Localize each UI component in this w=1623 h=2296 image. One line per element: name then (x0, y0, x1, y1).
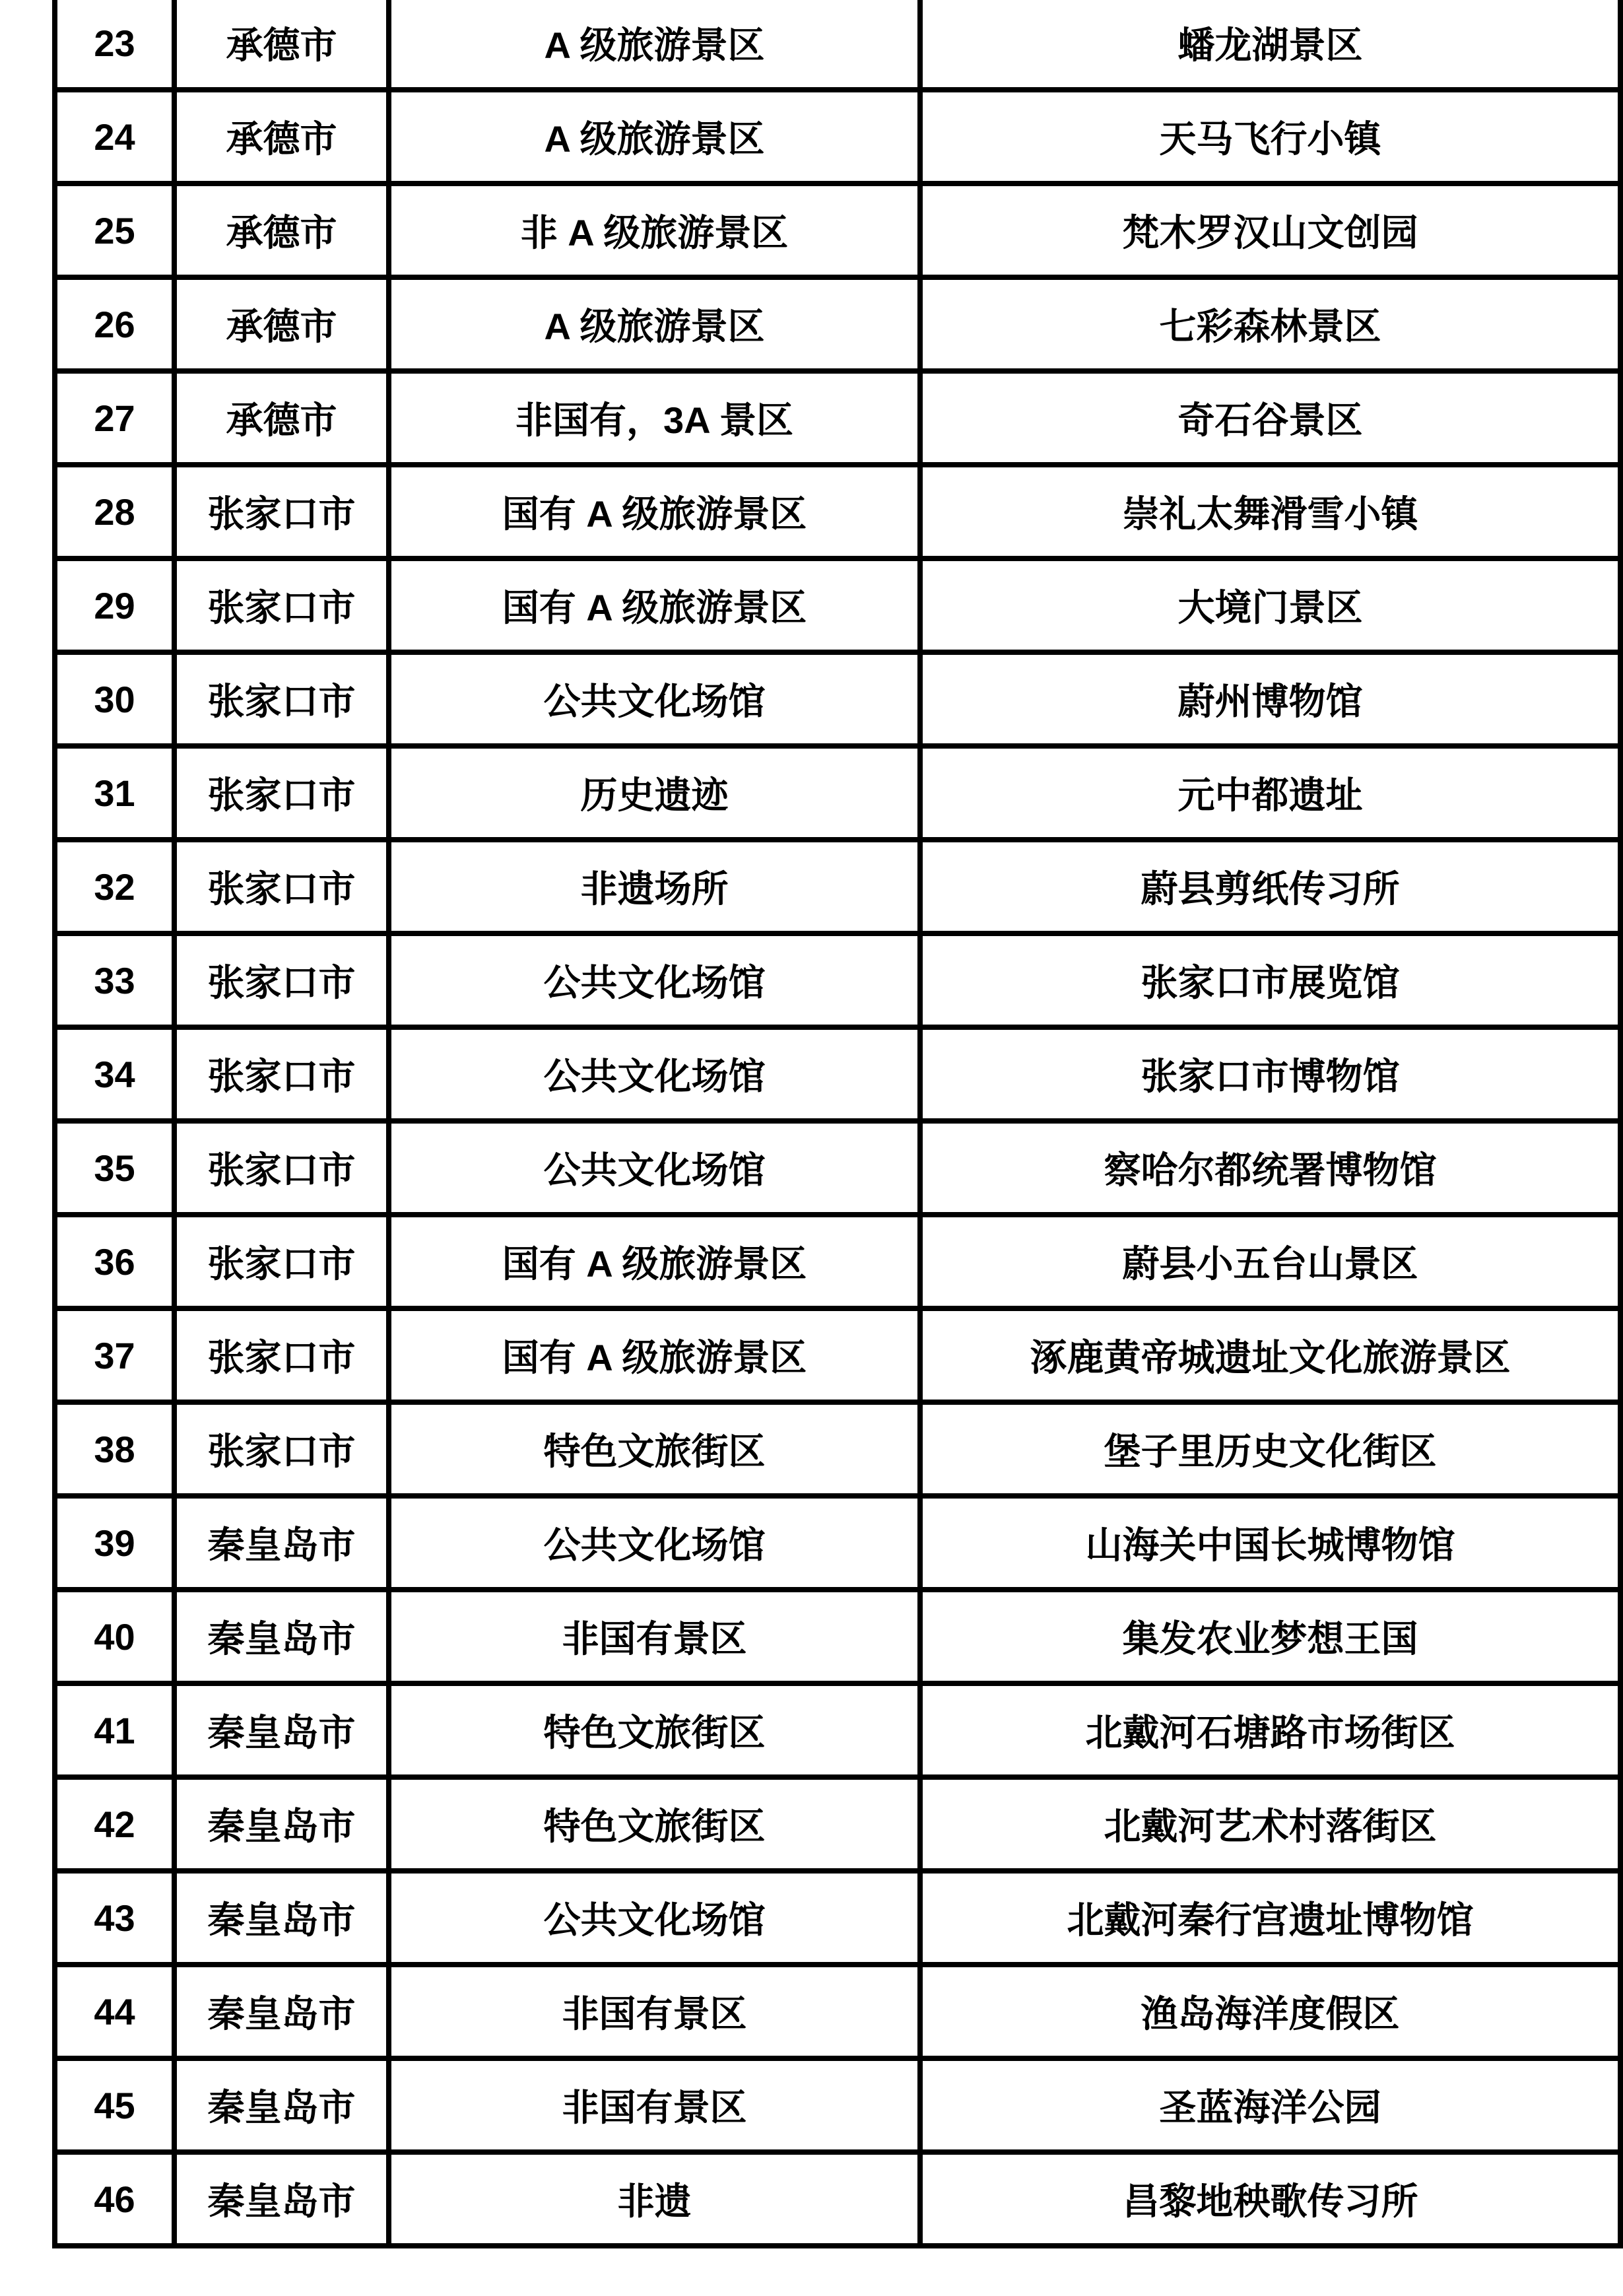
name-cell: 堡子里历史文化街区 (920, 1402, 1620, 1496)
table-row (55, 1027, 1620, 1121)
city-cell: 承德市 (174, 277, 389, 371)
row-number-cell: 24 (55, 90, 174, 184)
row-number-cell: 46 (55, 2152, 174, 2246)
city-cell: 张家口市 (174, 465, 389, 558)
name-cell: 蟠龙湖景区 (920, 0, 1620, 90)
name-cell: 七彩森林景区 (920, 277, 1620, 371)
city-cell: 秦皇岛市 (174, 1683, 389, 1777)
category-cell: 非遗 (389, 2152, 920, 2246)
row-number-cell: 41 (55, 1683, 174, 1777)
table-row (55, 90, 1620, 184)
name-cell: 张家口市博物馆 (920, 1027, 1620, 1121)
city-cell: 张家口市 (174, 1215, 389, 1308)
city-cell: 张家口市 (174, 746, 389, 840)
table-row (55, 1402, 1620, 1496)
table-row (55, 558, 1620, 652)
category-cell: 公共文化场馆 (389, 1027, 920, 1121)
city-cell: 承德市 (174, 371, 389, 465)
city-cell: 秦皇岛市 (174, 1590, 389, 1683)
table-row (55, 1590, 1620, 1683)
table-row (55, 840, 1620, 933)
table-row (55, 1496, 1620, 1590)
name-cell: 蔚县剪纸传习所 (920, 840, 1620, 933)
city-cell: 张家口市 (174, 1027, 389, 1121)
row-number-cell: 35 (55, 1121, 174, 1215)
category-cell: 公共文化场馆 (389, 1121, 920, 1215)
city-cell: 秦皇岛市 (174, 1965, 389, 2058)
name-cell: 梵木罗汉山文创园 (920, 184, 1620, 277)
name-cell: 奇石谷景区 (920, 371, 1620, 465)
row-number-cell: 43 (55, 1871, 174, 1965)
city-cell: 秦皇岛市 (174, 1777, 389, 1871)
row-number-cell: 31 (55, 746, 174, 840)
category-cell: 非国有，3A 景区 (389, 371, 920, 465)
table-body (55, 0, 1620, 2246)
city-cell: 秦皇岛市 (174, 1496, 389, 1590)
category-cell: 公共文化场馆 (389, 933, 920, 1027)
category-cell: 国有 A 级旅游景区 (389, 465, 920, 558)
row-number-cell: 26 (55, 277, 174, 371)
row-number-cell: 38 (55, 1402, 174, 1496)
category-cell: 非 A 级旅游景区 (389, 184, 920, 277)
row-number-cell: 39 (55, 1496, 174, 1590)
row-number-cell: 44 (55, 1965, 174, 2058)
category-cell: 国有 A 级旅游景区 (389, 1308, 920, 1402)
city-cell: 承德市 (174, 184, 389, 277)
category-cell: 公共文化场馆 (389, 1871, 920, 1965)
row-number-cell: 34 (55, 1027, 174, 1121)
city-cell: 张家口市 (174, 1308, 389, 1402)
name-cell: 山海关中国长城博物馆 (920, 1496, 1620, 1590)
row-number-cell: 32 (55, 840, 174, 933)
city-cell: 承德市 (174, 0, 389, 90)
category-cell: 非遗场所 (389, 840, 920, 933)
name-cell: 张家口市展览馆 (920, 933, 1620, 1027)
category-cell: 特色文旅街区 (389, 1683, 920, 1777)
table-row (55, 1683, 1620, 1777)
table-row (55, 1777, 1620, 1871)
name-cell: 圣蓝海洋公园 (920, 2058, 1620, 2152)
row-number-cell: 28 (55, 465, 174, 558)
name-cell: 北戴河秦行宫遗址博物馆 (920, 1871, 1620, 1965)
row-number-cell: 30 (55, 652, 174, 746)
table-row (55, 746, 1620, 840)
attractions-table-wrap (52, 0, 1618, 2248)
row-number-cell: 29 (55, 558, 174, 652)
table-row (55, 0, 1620, 90)
category-cell: 非国有景区 (389, 1590, 920, 1683)
category-cell: 特色文旅街区 (389, 1777, 920, 1871)
city-cell: 秦皇岛市 (174, 2152, 389, 2246)
table-row (55, 1871, 1620, 1965)
category-cell: 公共文化场馆 (389, 652, 920, 746)
city-cell: 张家口市 (174, 840, 389, 933)
name-cell: 北戴河石塘路市场街区 (920, 1683, 1620, 1777)
table-row (55, 652, 1620, 746)
category-cell: A 级旅游景区 (389, 90, 920, 184)
city-cell: 承德市 (174, 90, 389, 184)
name-cell: 蔚县小五台山景区 (920, 1215, 1620, 1308)
name-cell: 察哈尔都统署博物馆 (920, 1121, 1620, 1215)
table-row (55, 1121, 1620, 1215)
name-cell: 元中都遗址 (920, 746, 1620, 840)
category-cell: A 级旅游景区 (389, 0, 920, 90)
name-cell: 昌黎地秧歌传习所 (920, 2152, 1620, 2246)
city-cell: 张家口市 (174, 652, 389, 746)
table-row (55, 371, 1620, 465)
category-cell: 国有 A 级旅游景区 (389, 558, 920, 652)
name-cell: 涿鹿黄帝城遗址文化旅游景区 (920, 1308, 1620, 1402)
table-row (55, 2058, 1620, 2152)
row-number-cell: 36 (55, 1215, 174, 1308)
category-cell: 国有 A 级旅游景区 (389, 1215, 920, 1308)
row-number-cell: 45 (55, 2058, 174, 2152)
table-row (55, 933, 1620, 1027)
city-cell: 张家口市 (174, 933, 389, 1027)
table-row (55, 1308, 1620, 1402)
row-number-cell: 37 (55, 1308, 174, 1402)
city-cell: 张家口市 (174, 558, 389, 652)
city-cell: 张家口市 (174, 1402, 389, 1496)
row-number-cell: 23 (55, 0, 174, 90)
row-number-cell: 40 (55, 1590, 174, 1683)
row-number-cell: 33 (55, 933, 174, 1027)
city-cell: 秦皇岛市 (174, 1871, 389, 1965)
name-cell: 渔岛海洋度假区 (920, 1965, 1620, 2058)
name-cell: 天马飞行小镇 (920, 90, 1620, 184)
attractions-table (52, 0, 1623, 2248)
table-row (55, 465, 1620, 558)
name-cell: 大境门景区 (920, 558, 1620, 652)
category-cell: 历史遗迹 (389, 746, 920, 840)
table-row (55, 2152, 1620, 2246)
category-cell: A 级旅游景区 (389, 277, 920, 371)
table-row (55, 277, 1620, 371)
table-row (55, 1965, 1620, 2058)
name-cell: 崇礼太舞滑雪小镇 (920, 465, 1620, 558)
table-row (55, 1215, 1620, 1308)
row-number-cell: 42 (55, 1777, 174, 1871)
category-cell: 非国有景区 (389, 1965, 920, 2058)
category-cell: 特色文旅街区 (389, 1402, 920, 1496)
category-cell: 公共文化场馆 (389, 1496, 920, 1590)
name-cell: 蔚州博物馆 (920, 652, 1620, 746)
name-cell: 北戴河艺术村落街区 (920, 1777, 1620, 1871)
name-cell: 集发农业梦想王国 (920, 1590, 1620, 1683)
row-number-cell: 25 (55, 184, 174, 277)
city-cell: 秦皇岛市 (174, 2058, 389, 2152)
city-cell: 张家口市 (174, 1121, 389, 1215)
category-cell: 非国有景区 (389, 2058, 920, 2152)
row-number-cell: 27 (55, 371, 174, 465)
table-row (55, 184, 1620, 277)
